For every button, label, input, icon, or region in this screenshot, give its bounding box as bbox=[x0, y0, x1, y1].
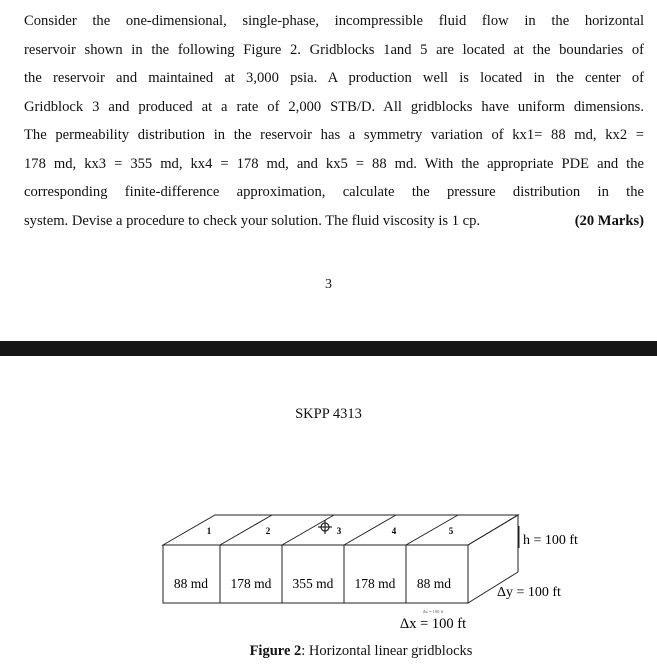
problem-line: The permeability distribution in the reservoir has a symmetry variation of kx1= 88 md, kx2 = bbox=[24, 127, 644, 143]
block-divider bbox=[344, 515, 396, 545]
front-face bbox=[163, 545, 468, 603]
problem-line: system. Devise a procedure to check your solution. The fluid viscosity is 1 cp. bbox=[24, 212, 481, 229]
permeability-label: 88 md bbox=[416, 576, 452, 591]
block-number: 1 bbox=[206, 526, 212, 536]
course-code: SKPP 4313 bbox=[295, 406, 362, 422]
block-number: 5 bbox=[448, 526, 454, 536]
block-number: 2 bbox=[265, 526, 271, 536]
page-number: 3 bbox=[325, 277, 332, 292]
figure-caption bbox=[0, 643, 657, 660]
problem-line: corresponding finite-difference approximation, calculate the pressure distribution in the bbox=[24, 184, 644, 200]
problem-line: the reservoir and maintained at 3,000 psia. A production well is located in the center of bbox=[24, 70, 644, 86]
problem-line: Gridblock 3 and produced at a rate of 2,000 STB/D. All gridblocks have uniform dimensions. bbox=[24, 98, 644, 115]
production-well-icon bbox=[318, 520, 332, 534]
permeability-label: 178 md bbox=[354, 576, 396, 591]
permeability-label: 178 md bbox=[230, 576, 272, 591]
problem-line: reservoir shown in the following Figure 2. Gridblocks 1and 5 are located at the boundaries of bbox=[24, 41, 644, 58]
dy-label: Δy = 100 ft bbox=[497, 585, 561, 600]
block-divider bbox=[220, 515, 272, 545]
problem-line: 178 md, kx3 = 355 md, kx4 = 178 md, and kx5 = 88 md. With the appropriate PDE and the bbox=[24, 155, 644, 172]
marks-label: (20 Marks) bbox=[574, 212, 644, 229]
caption-rest: : Horizontal linear gridblocks bbox=[301, 643, 473, 659]
h-label: h = 100 ft bbox=[523, 533, 578, 548]
block-number: 4 bbox=[391, 526, 397, 536]
dx-label: Δx = 100 ft bbox=[399, 616, 467, 632]
permeability-label: 88 md bbox=[173, 576, 209, 591]
dx-small-label: Δx = 100 ft bbox=[422, 609, 444, 614]
caption-bold: Figure 2 bbox=[249, 643, 302, 659]
problem-line: Consider the one-dimensional, single-phase, incompressible fluid flow in the horizontal bbox=[24, 13, 644, 29]
permeability-label: 355 md bbox=[292, 576, 334, 591]
block-number: 3 bbox=[336, 526, 342, 536]
block-divider bbox=[282, 515, 334, 545]
